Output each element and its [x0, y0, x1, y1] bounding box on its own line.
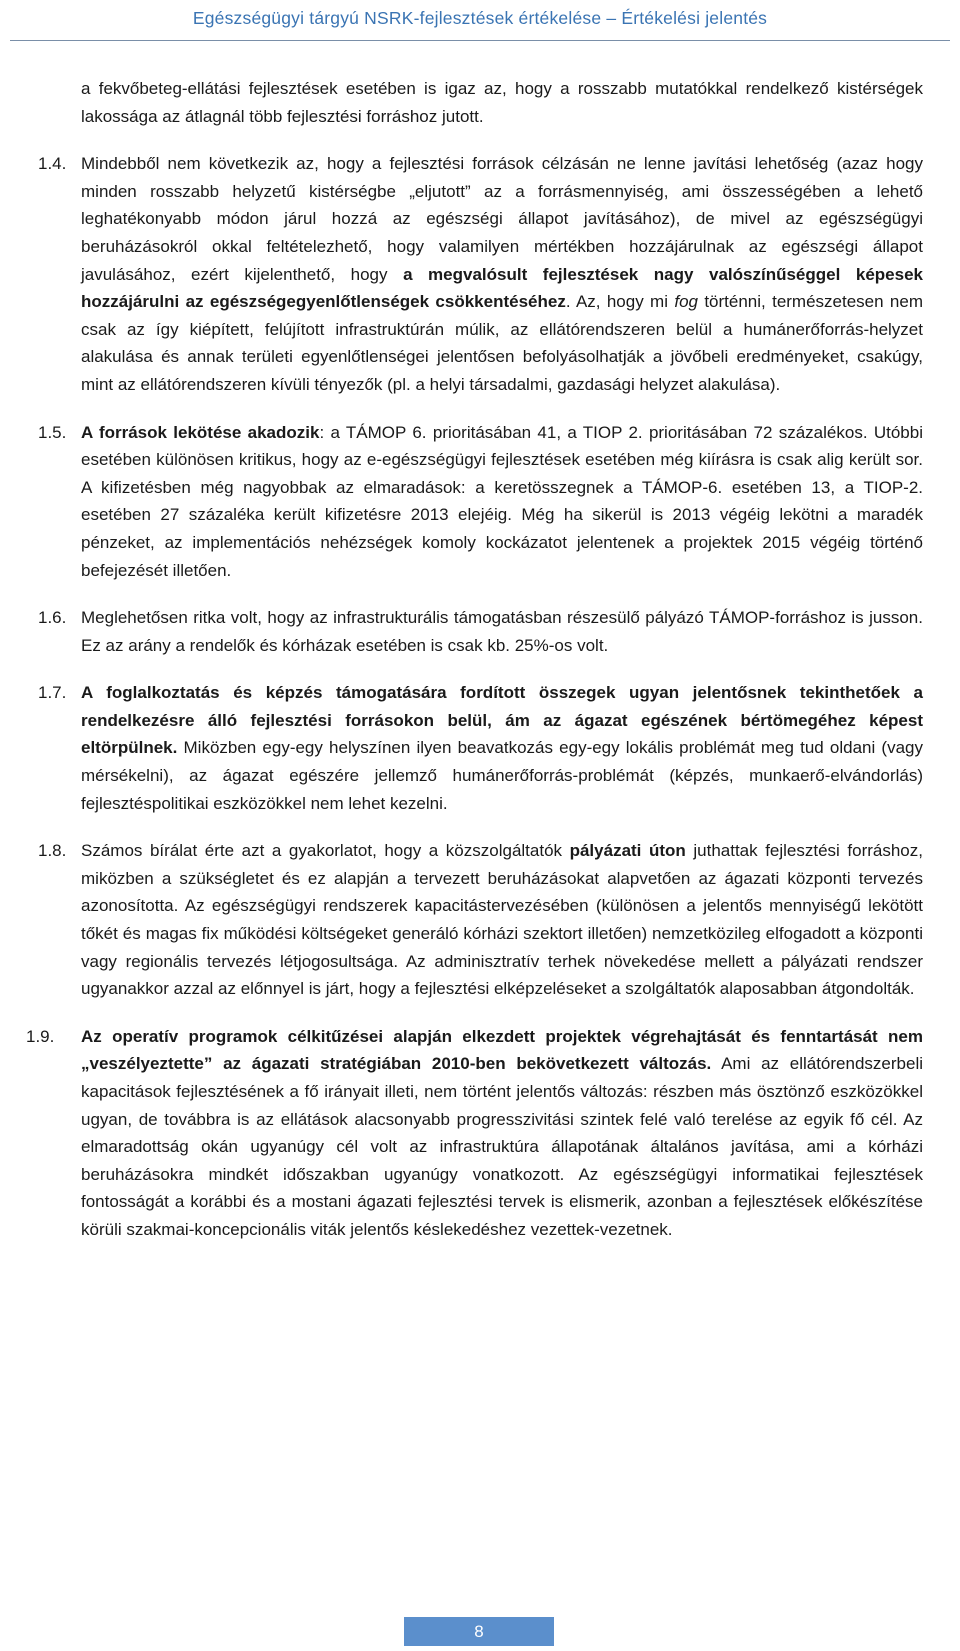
section-1-9 [26, 1023, 923, 1244]
section-1-5 [26, 419, 923, 585]
section-1-7 [26, 679, 923, 817]
section-text: A foglalkoztatás és képzés támogatására fordított összegek ugyan jelentősnek tekinthetőek a rendelkezésre álló fejlesztési forrásokon belül, ám az ágazat egészének bértömegéhez képest eltörpülnek. Miközben egy-egy helyszínen ilyen beavatkozás egy-egy lokális problémát meg tud oldani (vagy mérsékelni), az ágazat egészére jellemző humánerőforrás-problémát (képzés, munkaerő-elvándorlás) fejlesztéspolitikai eszközökkel nem lehet kezelni. [81, 683, 923, 813]
key-finding: A források lekötése akadozik [81, 422, 320, 442]
emphasis: fog [674, 292, 698, 312]
header-title: Egészségügyi tárgyú NSRK-fejlesztések értékelése – Értékelési jelentés [192, 8, 768, 28]
section-text: Számos bírálat érte azt a gyakorlatot, hogy a közszolgáltatók pályázati úton juthattak fejlesztési forráshoz, miközben a szükségletet és ez alapján a tervezett beruházásokat alapvetően az ágazati központi tervezés azonosította. Az egészségügyi rendszerek kapacitástervezésében (különösen a jelentős mennyiségű lekötött tőkét és magas fix működési költségeket generáló kórházi szektort illetően) nemzetközileg elfogadott a központi vagy regionális tervezés létjogosultsága. Az adminisztratív terhek növekedése mellett a pályázati rendszer ugyanakkor azzal az előnnyel is járt, hogy a fejlesztési elképzeléseket a szolgáltatók alaposabban átgondolták. [81, 841, 923, 999]
intro-paragraph: a fekvőbeteg-ellátási fejlesztések esetében is igaz az, hogy a rosszabb mutatókkal rendelkező kistérségek lakossága az átlagnál több fejlesztési forráshoz jutott. [81, 79, 923, 126]
key-finding: A foglalkoztatás és képzés támogatására fordított összegek ugyan jelentősnek tekinthetőek a rendelkezésre álló fejlesztési forrásokon belül, ám az ágazat egészének bértömegéhez képest eltörpülnek. [81, 683, 923, 758]
section-number: 1.5. [38, 422, 67, 442]
section-1-8 [26, 837, 923, 1003]
section-number: 1.8. [38, 841, 67, 861]
page-number-box [404, 1617, 554, 1646]
key-finding: a megvalósult fejlesztések nagy valószínűséggel képesek hozzájárulni az egészségegyenlőtlenségek csökkentéséhez [81, 264, 923, 312]
section-text: Meglehetősen ritka volt, hogy az infrastrukturális támogatásban részesülő pályázó TÁMOP-forráshoz is jusson. Ez az arány a rendelők és kórházak esetében is csak kb. 25%-os volt. [81, 608, 923, 655]
section-1-6 [26, 604, 923, 659]
page-number: 8 [474, 1622, 484, 1641]
section-number: 1.4. [38, 154, 67, 174]
section-text: Mindebből nem következik az, hogy a fejlesztési források célzásán ne lenne javítási lehetőség (azaz hogy minden rosszabb helyzetű kistérségbe „eljutott” az a forrásmennyiség, ami összességében a lehető leghatékonyabb módon járul hozzá az egészségi állapot javításához), de mivel az egészségügyi beruházásokról okkal feltételezhető, hogy valamilyen mértékben hozzájárulnak az egészségi állapot javulásához, ezért kijelenthető, hogy a megvalósult fejlesztések nagy valószínűséggel képesek hozzájárulni az egészségegyenlőtlenségek csökkentéséhez. Az, hogy mi fog történni, természetesen nem csak az így kiépített, felújított infrastruktúrán múlik, az ellátórendszeren belül a humánerőforrás-helyzet alakulása és annak területi egyenlőtlenségei jelentősen befolyásolhatják a jövőbeli eredményeket, csakúgy, mint az ellátórendszeren kívüli tényezők (pl. a helyi társadalmi, gazdasági helyzet alakulása). [81, 154, 923, 394]
section-text: Az operatív programok célkitűzései alapján elkezdett projektek végrehajtását és fenntartását nem „veszélyeztette” az ágazati stratégiában 2010-ben bekövetkezett változás. Ami az ellátórendszerbeli kapacitások fejlesztésének a fő irányait illeti, nem történt jelentős változás: részben más ösztönző eszközökkel ugyan, de továbbra is az ellátások alacsonyabb progresszivitási szintek felé való terelése az egyik fő cél. Az elmaradottság okán ugyanúgy cél volt az infrastruktúra állapotának általános javítása, ami a kórházi beruházásokra mindkét időszakban ugyanúgy vonatkozott. Az egészségügyi informatikai fejlesztések fontosságát a korábbi és a mostani ágazati fejlesztési tervek is elismerik, azonban a fejlesztések előkészítése körüli szakmai-koncepcionális viták jelentős késlekedéshez vezettek-vezetnek. [81, 1026, 923, 1239]
section-number: 1.7. [38, 683, 67, 703]
section-number: 1.9. [26, 1026, 55, 1046]
section-1-4 [26, 150, 923, 398]
section-number: 1.6. [38, 608, 67, 628]
document-body [26, 75, 923, 1264]
section-text: A források lekötése akadozik: a TÁMOP 6. prioritásában 41, a TIOP 2. prioritásában 72 százalékos. Utóbbi esetében különösen kritikus, hogy az e-egészségügyi fejlesztések esetében még kiírásra is csak alig került sor. A kifizetésben még nagyobbak az elmaradások: a keretösszegnek a TÁMOP-6. esetében 13, a TIOP-2. esetében 27 százaléka került kifizetésre 2013 elejéig. Még ha sikerül is 2013 végéig lekötni a maradék pénzeket, az implementációs nehézségek komoly kockázatot jelentenek a projektek 2015 végéig történő befejezését illetően. [81, 422, 923, 580]
key-finding: pályázati úton [569, 841, 686, 861]
header-rule [10, 40, 950, 41]
page-header [0, 8, 960, 38]
key-finding: Az operatív programok célkitűzései alapján elkezdett projektek végrehajtását és fenntartását nem „veszélyeztette” az ágazati stratégiában 2010-ben bekövetkezett változás. [81, 1026, 923, 1074]
